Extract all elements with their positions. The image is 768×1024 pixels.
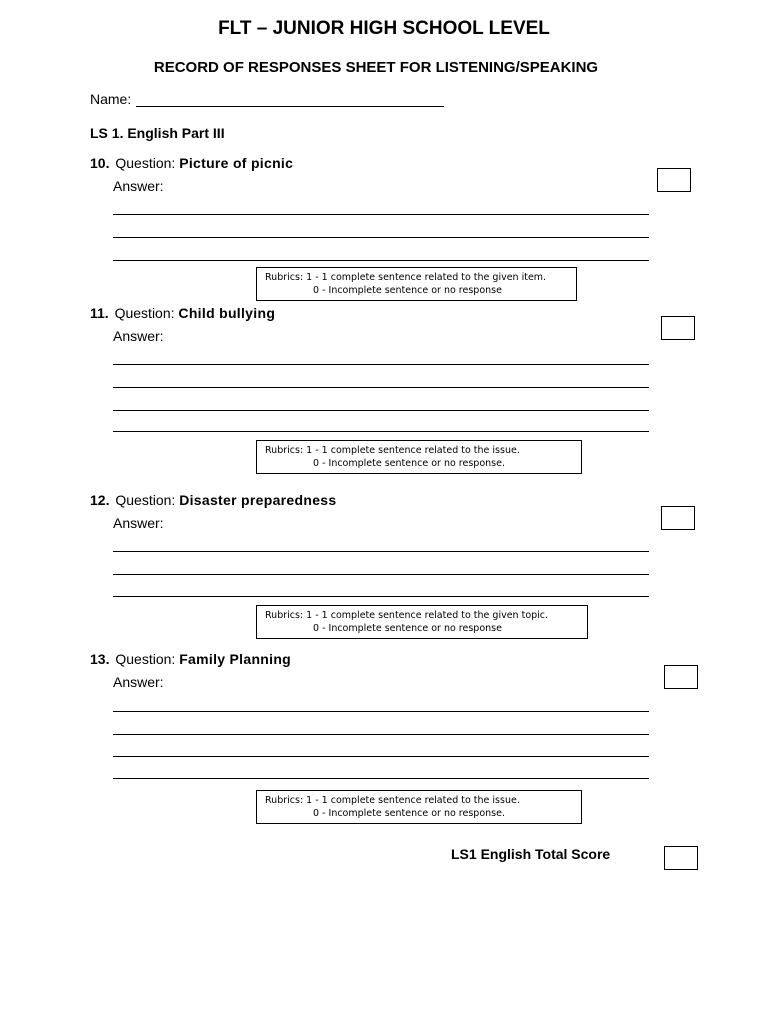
- question-line: [90, 492, 336, 508]
- rubric-box: [256, 790, 582, 824]
- answer-line[interactable]: [113, 214, 649, 215]
- question-label: Question:: [115, 651, 176, 667]
- answer-label: Answer:: [113, 328, 164, 344]
- answer-line[interactable]: [113, 734, 649, 735]
- rubric-score-1: Rubrics: 1 - 1 complete sentence related to the given topic.: [265, 610, 549, 621]
- rubric-box: [256, 267, 577, 301]
- answer-line[interactable]: [113, 260, 649, 261]
- score-box[interactable]: [661, 316, 695, 340]
- answer-line[interactable]: [113, 711, 649, 712]
- question-topic: Family Planning: [179, 651, 292, 667]
- answer-line[interactable]: [113, 237, 649, 238]
- name-label: Name:: [90, 91, 132, 107]
- answer-label: Answer:: [113, 674, 164, 690]
- question-topic: Child bullying: [178, 305, 276, 321]
- answer-line[interactable]: [113, 431, 649, 432]
- question-line: [90, 651, 291, 667]
- question-number: 11.: [90, 305, 109, 321]
- answer-line[interactable]: [113, 410, 649, 411]
- question-number: 10.: [90, 155, 110, 171]
- question-line: [90, 155, 293, 171]
- answer-line[interactable]: [113, 778, 649, 779]
- question-number: 12.: [90, 492, 110, 508]
- answer-label: Answer:: [113, 515, 164, 531]
- answer-line[interactable]: [113, 596, 649, 597]
- name-field[interactable]: [136, 92, 444, 107]
- score-box[interactable]: [661, 506, 695, 530]
- question-line: [90, 305, 275, 321]
- rubric-score-0: 0 - Incomplete sentence or no response.: [313, 458, 505, 469]
- answer-line[interactable]: [113, 387, 649, 388]
- total-score-label: LS1 English Total Score: [451, 846, 611, 862]
- answer-line[interactable]: [113, 551, 649, 552]
- question-label: Question:: [115, 155, 176, 171]
- answer-line[interactable]: [113, 364, 649, 365]
- rubric-score-1: Rubrics: 1 - 1 complete sentence related to the issue.: [265, 445, 520, 456]
- rubric-score-0: 0 - Incomplete sentence or no response.: [313, 808, 505, 819]
- answer-line[interactable]: [113, 574, 649, 575]
- name-row: [90, 91, 444, 107]
- rubric-score-1: Rubrics: 1 - 1 complete sentence related to the given item.: [265, 272, 547, 283]
- question-number: 13.: [90, 651, 110, 667]
- score-box[interactable]: [657, 168, 691, 192]
- rubric-score-1: Rubrics: 1 - 1 complete sentence related to the issue.: [265, 795, 520, 806]
- score-box[interactable]: [664, 665, 698, 689]
- page-subtitle: RECORD OF RESPONSES SHEET FOR LISTENING/SPEAKING: [153, 59, 599, 76]
- question-topic: Disaster preparedness: [179, 492, 337, 508]
- answer-label: Answer:: [113, 178, 164, 194]
- rubric-box: [256, 440, 582, 474]
- question-label: Question:: [115, 492, 176, 508]
- answer-line[interactable]: [113, 756, 649, 757]
- total-score-box[interactable]: [664, 846, 698, 870]
- rubric-box: [256, 605, 588, 639]
- section-heading: LS 1. English Part III: [90, 125, 225, 141]
- page-title: FLT – JUNIOR HIGH SCHOOL LEVEL: [218, 18, 550, 39]
- question-topic: Picture of picnic: [179, 155, 294, 171]
- rubric-score-0: 0 - Incomplete sentence or no response: [313, 285, 502, 296]
- rubric-score-0: 0 - Incomplete sentence or no response: [313, 623, 502, 634]
- question-label: Question:: [114, 305, 175, 321]
